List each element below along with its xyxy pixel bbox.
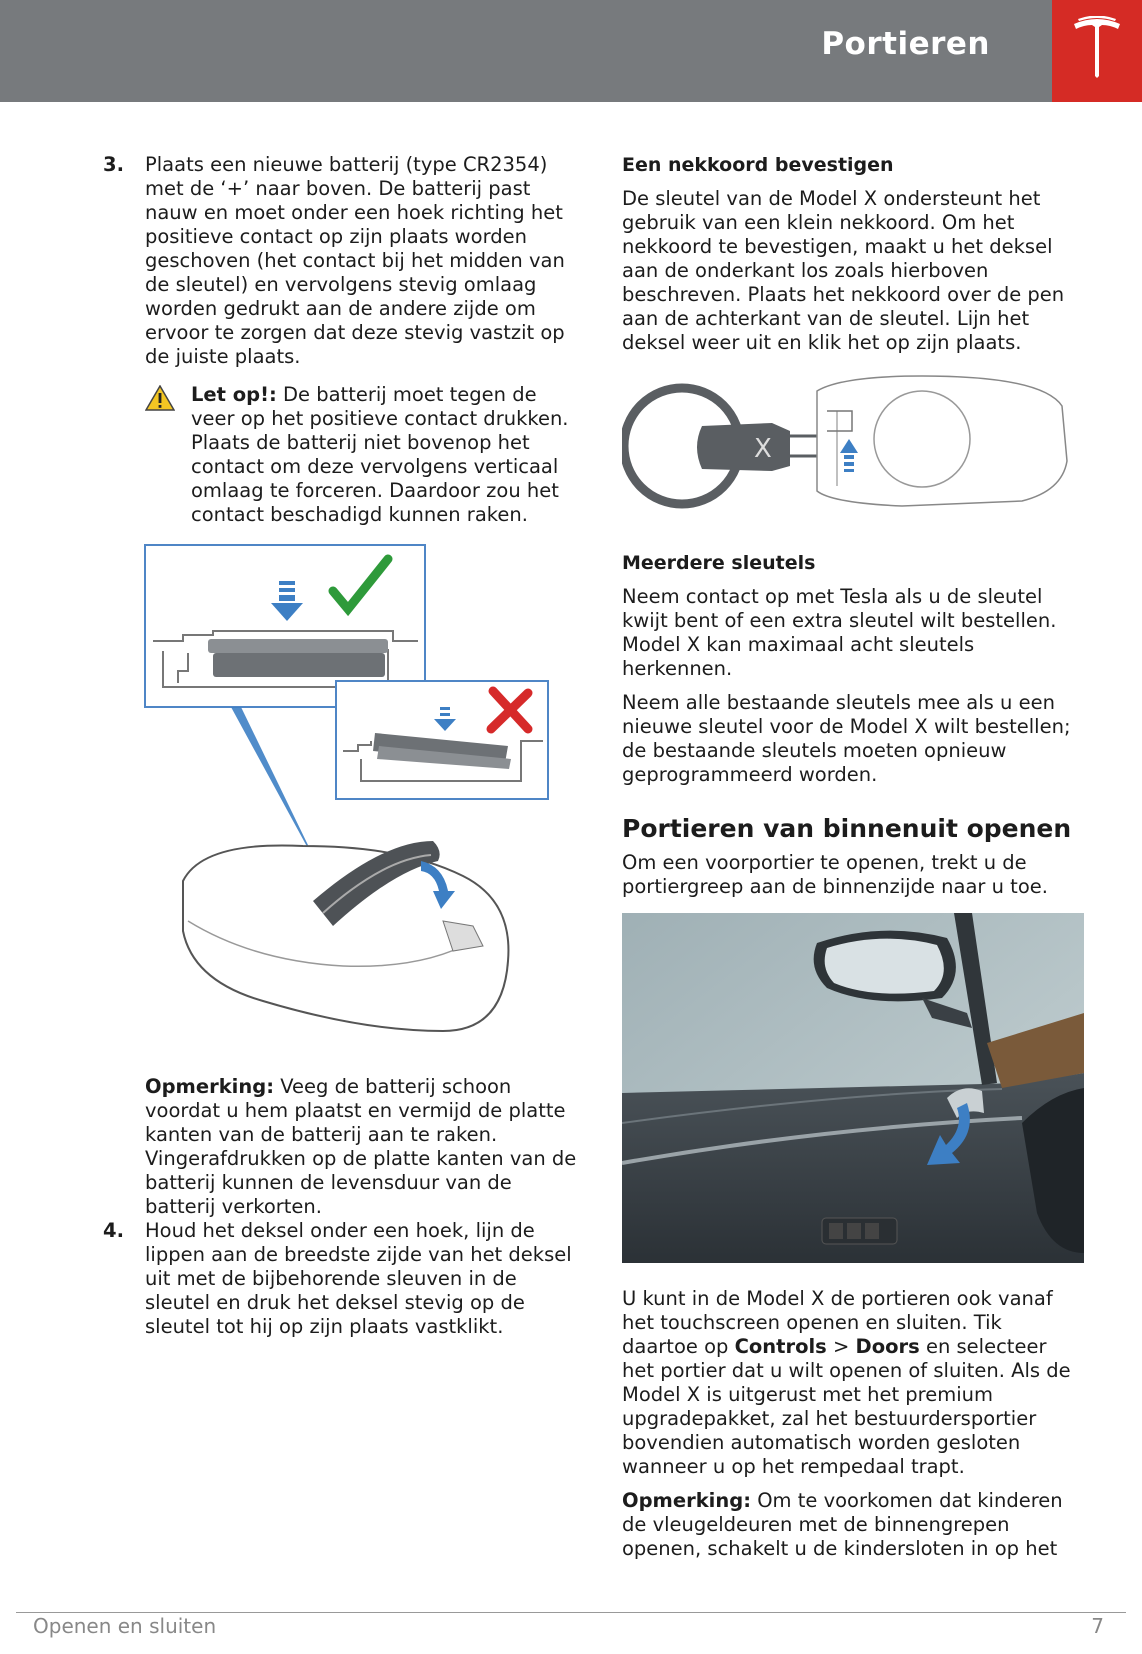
lanyard-tag-letter: X xyxy=(754,434,772,464)
right-column xyxy=(622,153,1082,1561)
step-3 xyxy=(103,153,583,369)
doors-label: Doors xyxy=(855,1335,920,1358)
door-interior-photo xyxy=(622,913,1084,1263)
section-heading-keys: Meerdere sleutels xyxy=(622,552,816,574)
warning-icon xyxy=(145,385,175,411)
page-number: 7 xyxy=(1091,1614,1104,1638)
section-heading-lanyard: Een nekkoord bevestigen xyxy=(622,154,894,176)
warning-label: Let op!: xyxy=(191,383,277,406)
section-heading-doors: Portieren van binnenuit openen xyxy=(622,814,1072,843)
battery-note xyxy=(103,1075,583,1219)
warning-text: Let op!: De batterij moet tegen de veer op het positieve contact drukken. Plaats de batterij niet bovenop het contact om deze vervolgens verticaal omlaag te forceren. Daardoor zou het contact beschadigd kunnen raken. xyxy=(191,383,569,526)
step-number: 3. xyxy=(103,153,124,176)
lanyard-tag xyxy=(697,423,790,471)
keys-text-2: Neem alle bestaande sleutels mee als u een nieuwe sleutel voor de Model X wilt bestellen; de bestaande sleutels moeten opnieuw geprogrammeerd worden. xyxy=(622,691,1071,786)
step-number: 4. xyxy=(103,1219,124,1242)
step-4 xyxy=(103,1219,583,1339)
keys-text-1: Neem contact op met Tesla als u de sleutel kwijt bent of een extra sleutel wilt bestellen. Model X kan maximaal acht sleutels herkennen. xyxy=(622,585,1057,680)
note-label: Opmerking: xyxy=(622,1489,751,1512)
tesla-logo xyxy=(1052,0,1142,102)
doors-text-1: Om een voorportier te openen, trekt u de portiergreep aan de binnenzijde naar u toe. xyxy=(622,851,1048,898)
page-title: Portieren xyxy=(821,26,990,62)
battery-install-figure xyxy=(143,541,563,1061)
note-label: Opmerking: xyxy=(145,1075,274,1098)
page-header xyxy=(0,0,1142,102)
lanyard-figure xyxy=(622,371,1082,521)
footer-divider xyxy=(16,1612,1126,1613)
footer-section: Openen en sluiten xyxy=(33,1614,217,1638)
warning-note xyxy=(103,383,583,527)
step-text: Houd het deksel onder een hoek, lijn de lippen aan de breedste zijde van het deksel uit met de bijbehorende sleuven in de sleutel en druk het deksel stevig op de sleutel tot hij op zijn plaats vastklikt. xyxy=(145,1219,572,1338)
doors-text-2: U kunt in de Model X de portieren ook vanaf het touchscreen openen en sluiten. Tik daartoe op Controls > Doors en selecteer het portier dat u wilt openen of sluiten. Als de Model X is uitgerust met het premium upgradepakket, zal het bestuurdersportier bovendien automatisch worden gesloten wanneer u op het rempedaal trapt. xyxy=(622,1287,1071,1478)
tesla-logo-icon xyxy=(1072,16,1122,78)
step-text: Plaats een nieuwe batterij (type CR2354) met de ‘+’ naar boven. De batterij past nauw en moet onder een hoek richting het positieve contact op zijn plaats worden geschoven (het contact bij het midden van de sleutel) en vervolgens stevig omlaag worden gedrukt aan de andere zijde om ervoor te zorgen dat deze stevig vastzit op de juiste plaats. xyxy=(145,153,565,368)
doors-note: Opmerking: Om te voorkomen dat kinderen de vleugeldeuren met de binnengrepen openen, schakelt u de kindersloten in op het xyxy=(622,1489,1063,1560)
controls-label: Controls xyxy=(734,1335,827,1358)
left-column xyxy=(103,153,583,1339)
lanyard-text: De sleutel van de Model X ondersteunt het gebruik van een klein nekkoord. Om het nekkoord te bevestigen, maakt u het deksel aan de onderkant los zoals hierboven beschreven. Plaats het nekkoord over de pen aan de achterkant van de sleutel. Lijn het deksel weer uit en klik het op zijn plaats. xyxy=(622,187,1065,354)
note-text: Opmerking: Veeg de batterij schoon voordat u hem plaatst en vermijd de platte kanten van de batterij aan te raken. Vingerafdrukken op de platte kanten van de batterij kunnen de levensduur van de batterij verkorten. xyxy=(145,1075,577,1218)
